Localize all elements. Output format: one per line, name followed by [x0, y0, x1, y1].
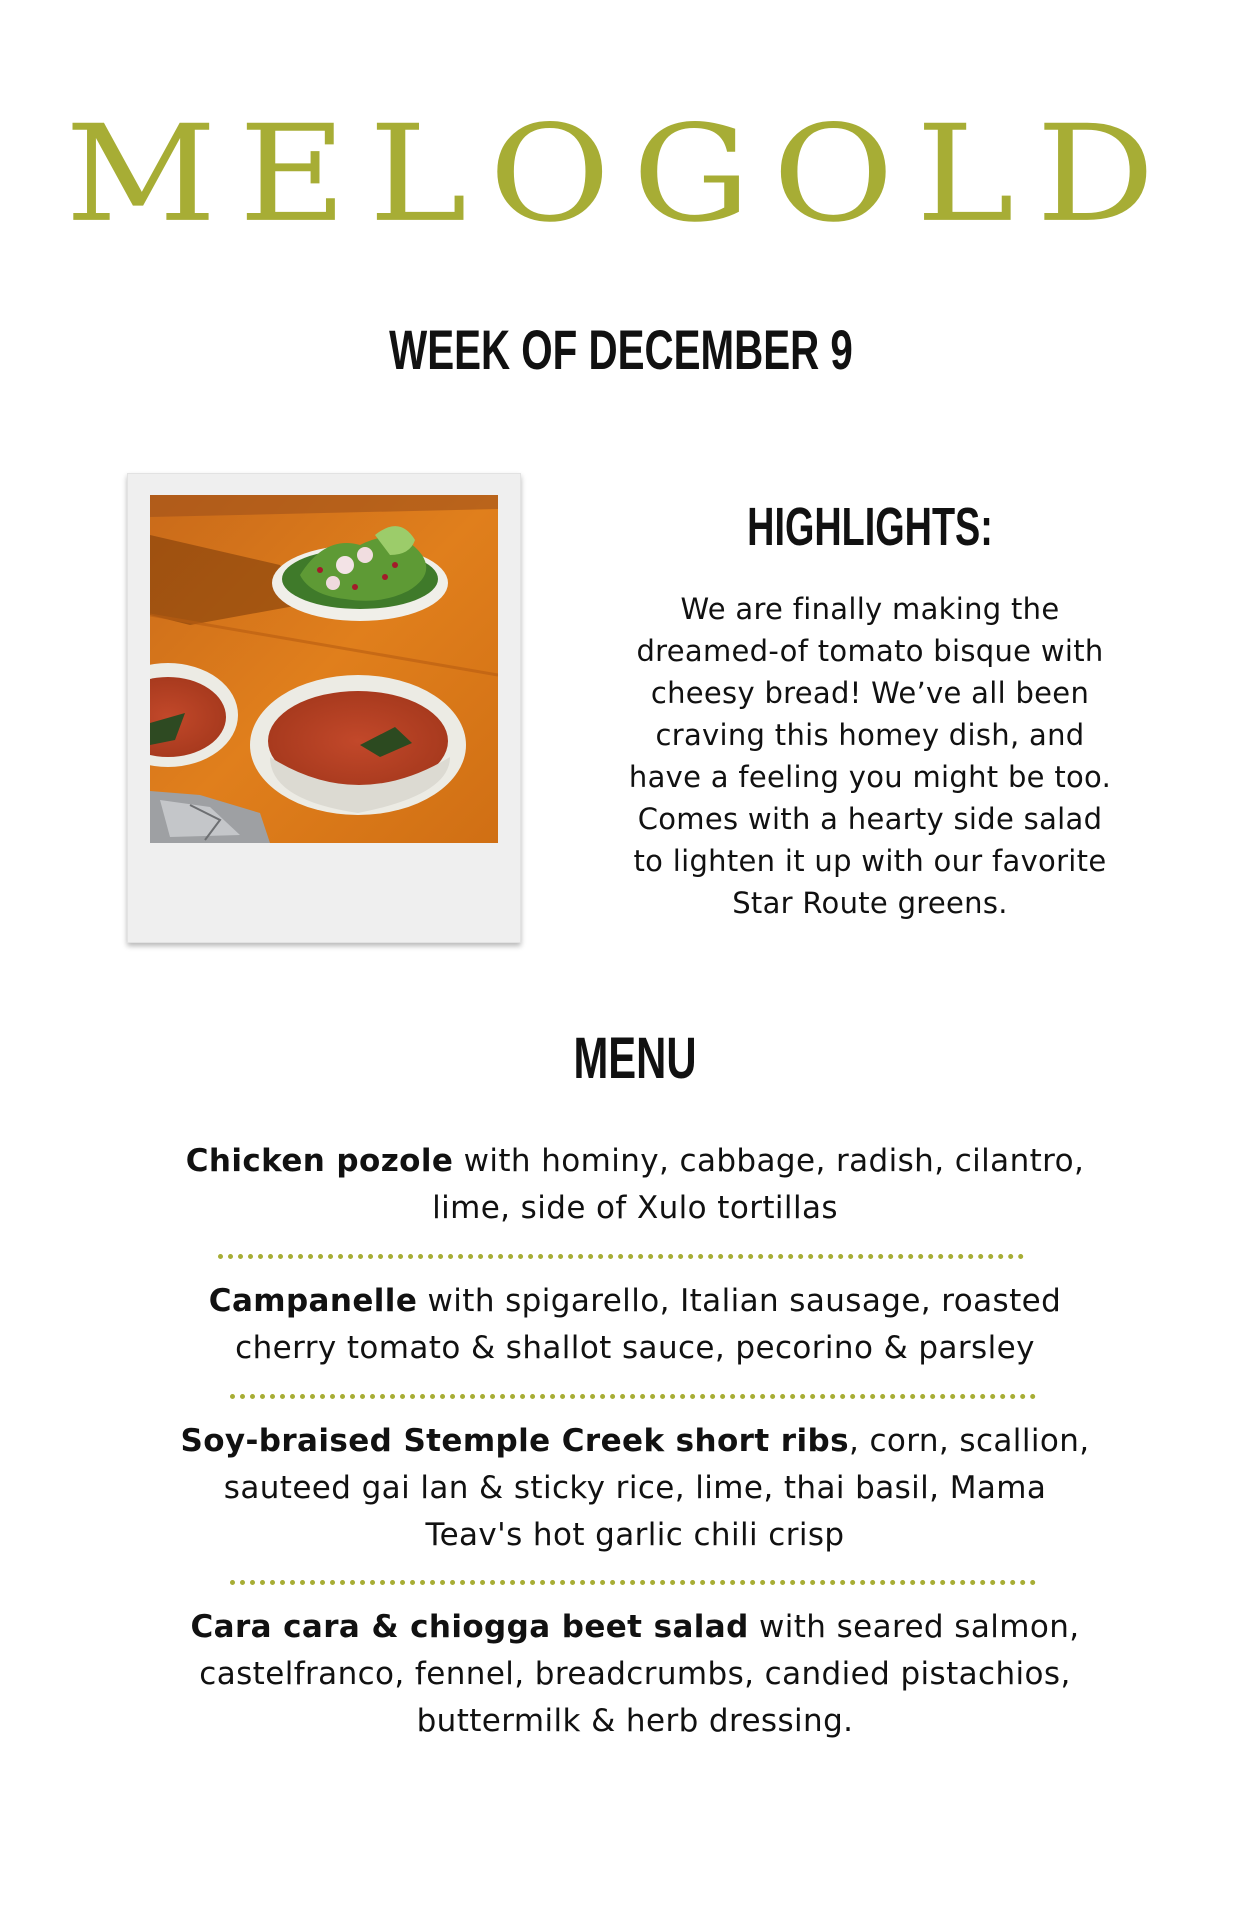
menu-item-name: Chicken pozole — [185, 1143, 454, 1179]
menu-item-line: lime, side of Xulo tortillas — [432, 1190, 838, 1226]
menu-item-desc: with hominy, cabbage, radish, cilantro, — [453, 1143, 1085, 1179]
menu-item-line: castelfranco, fennel, breadcrumbs, candied pistachios, — [199, 1656, 1071, 1692]
menu-item-line — [130, 1278, 1140, 1325]
highlights-line: Star Route greens. — [732, 886, 1008, 920]
menu-item-line: cherry tomato & shallot sauce, pecorino & parsley — [235, 1330, 1035, 1366]
menu-heading: MENU — [573, 1026, 697, 1091]
menu-item-line — [130, 1604, 1140, 1651]
menu-item-line: buttermilk & herb dressing. — [416, 1703, 854, 1739]
menu-item-line: sauteed gai lan & sticky rice, lime, thai basil, Mama — [223, 1470, 1047, 1506]
highlights-line: We are finally making the — [680, 592, 1060, 626]
highlights-text — [600, 588, 1140, 924]
menu-item-short-ribs — [130, 1418, 1140, 1559]
menu-item-desc: with spigarello, Italian sausage, roasted — [417, 1283, 1062, 1319]
menu-item-campanelle — [130, 1278, 1140, 1372]
highlights-line: have a feeling you might be too. — [628, 760, 1112, 794]
menu-item-line — [130, 1418, 1140, 1465]
menu-divider — [218, 1254, 1024, 1259]
menu-item-line — [130, 1138, 1140, 1185]
highlights-line: dreamed-of tomato bisque with — [636, 634, 1104, 668]
highlights-line: to lighten it up with our favorite — [633, 844, 1107, 878]
week-heading: WEEK OF DECEMBER 9 — [389, 318, 853, 381]
highlights-line: craving this homey dish, and — [655, 718, 1085, 752]
polaroid-photo-frame — [127, 473, 521, 943]
menu-item-beet-salad — [130, 1604, 1140, 1745]
menu-divider — [230, 1580, 1036, 1585]
menu-item-name: Campanelle — [208, 1283, 418, 1319]
highlights-line: Comes with a hearty side salad — [637, 802, 1103, 836]
menu-divider — [230, 1394, 1036, 1399]
menu-item-name: Soy-braised Stemple Creek short ribs — [180, 1423, 849, 1459]
menu-item-desc: , corn, scallion, — [848, 1423, 1090, 1459]
menu-item-desc: with seared salmon, — [748, 1609, 1080, 1645]
menu-item-line: Teav's hot garlic chili crisp — [425, 1517, 845, 1553]
menu-item-chicken-pozole — [130, 1138, 1140, 1232]
highlights-heading: HIGHLIGHTS: — [747, 497, 993, 557]
menu-item-name: Cara cara & chiogga beet salad — [190, 1609, 749, 1645]
brand-logo: MELOGOLD — [65, 96, 1177, 252]
highlights-line: cheesy bread! We’ve all been — [650, 676, 1090, 710]
food-photo — [150, 495, 498, 843]
